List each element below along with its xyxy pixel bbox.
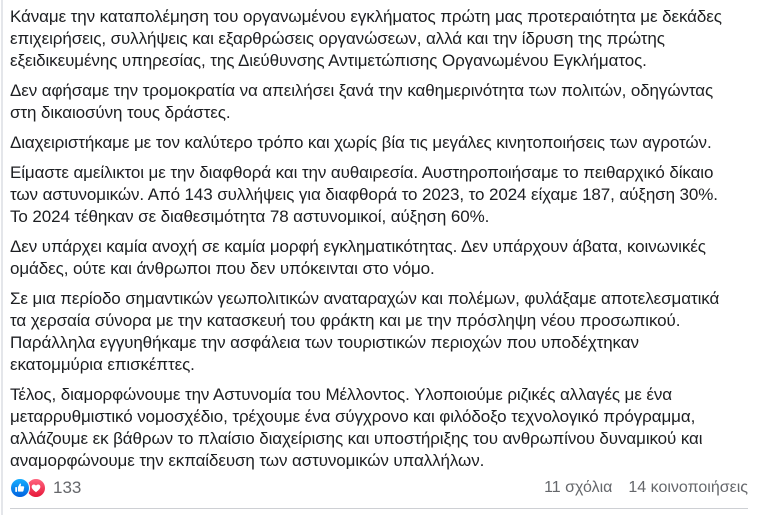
reaction-count[interactable]: 133 [53,478,82,497]
post-paragraph: Είμαστε αμείλικτοι με την διαφθορά και την αυθαιρεσία. Αυστηροποιήσαμε το πειθαρχικό δίκαιο των αστυνομικών. Από 143 συλλήψεις για διαφθορά το 2023, το 2024 είχαμε 187, αύξηση 30%. Το 2024 τέθηκαν σε διαθεσιμότητα 78 αστυνομικοί, αύξηση 60%. [10,163,718,226]
like-icon[interactable] [10,478,30,498]
divider [10,508,748,509]
post-paragraph: Διαχειριστήκαμε με τον καλύτερο τρόπο και χωρίς βία τις μεγάλες κινητοποιήσεις των αγροτών. [10,133,712,152]
shares-count-link[interactable]: 14 κοινοποιήσεις [628,479,748,496]
post-paragraph: Κάναμε την καταπολέμηση του οργανωμένου εγκλήματος πρώτη μας προτεραιότητα με δεκάδες επιχειρήσεις, συλλήψεις και εξαρθρώσεις οργανώσεων, αλλά και την ίδρυση της πρώτης εξειδικευμένης υπηρεσίας, της Διεύθυνσης Αντιμετώπισης Οργανωμένου Εγκλήματος. [10,7,722,70]
post-paragraph: Δεν αφήσαμε την τρομοκρατία να απειλήσει ξανά την καθημερινότητα των πολιτών, οδηγώντας στη δικαιοσύνη τους δράστες. [10,81,714,122]
comments-count-link[interactable]: 11 σχόλια [544,479,613,496]
post-paragraph: Τέλος, διαμορφώνουμε την Αστυνομία του Μέλλοντος. Υλοποιούμε ριζικές αλλαγές με ένα μεταρρυθμιστικό νομοσχέδιο, τρέχουμε ένα σύγχρονο και φιλόδοξο τεχνολογικό πρόγραμμα, αλλάζουμε εκ βάθρων το πλαίσιο διαχείρισης και υποστήριξης του ανθρωπίνου δυναμικού και αναμορφώνουμε την εκπαίδευση των αστυνομικών υπαλλήλων. [10,385,703,470]
post-paragraph: Δεν υπάρχει καμία ανοχή σε καμία μορφή εγκληματικότητας. Δεν υπάρχουν άβατα, κοινωνικές ομάδες, ούτε και άνθρωποι που δεν υπόκεινται στο νόμο. [10,237,706,278]
post-paragraph: Σε μια περίοδο σημαντικών γεωπολιτικών αναταραχών και πολέμων, φυλάξαμε αποτελεσματικά τα χερσαία σύνορα με την κατασκευή του φράκτη και με την πρόσληψη νέου προσωπικού. Παράλληλα εγγυηθήκαμε την ασφάλεια των τουριστικών περιοχών που υποδέχτηκαν εκατομμύρια επισκέπτες. [10,289,720,374]
reaction-summary[interactable] [10,478,81,498]
post-engagement-bar [0,474,760,515]
post-meta-links [544,479,748,497]
